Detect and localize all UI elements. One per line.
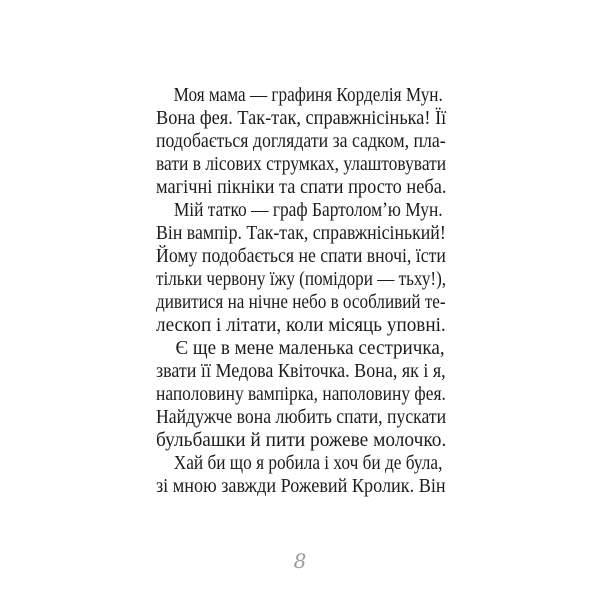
text-line: бульбашки й пити рожеве молочко. — [156, 429, 447, 451]
text-line: звати її Медова Квіточка. Вона, як і я, — [156, 360, 446, 382]
text-line: вати в лісових струмках, улаштовувати — [156, 153, 447, 175]
text-line: лескоп і літати, коли місяць уповні. — [156, 314, 446, 336]
text-line: Хай би що я робила і хоч би де була, — [173, 452, 443, 474]
paragraph-1 — [156, 84, 446, 199]
text-line: Мій татко — граф Бартоломʼю Мун. — [173, 199, 443, 221]
text-line: наполовину вампірка, наполовину фея. — [156, 383, 446, 405]
text-line: подобається доглядати за садком, пла- — [156, 130, 446, 152]
text-line: Він вампір. Так-так, справжнісінький! — [156, 222, 446, 244]
text-line: Є ще в мене маленька сестричка, — [175, 337, 445, 359]
text-line: Моя мама — графиня Корделія Мун. — [173, 84, 443, 106]
page-number: 8 — [293, 549, 307, 573]
text-line: Йому подобається не спати вночі, їсти — [156, 245, 446, 267]
text-line: тільки червону їжу (помідори — тьху!), — [156, 268, 447, 290]
text-line: Вона фея. Так-так, справжнісінька! Її — [156, 107, 447, 129]
text-line: магічні пікніки та спати просто неба. — [156, 176, 447, 198]
body-text — [156, 84, 446, 498]
text-line: зі мною завжди Рожевий Кролик. Він — [156, 475, 446, 497]
paragraph-4 — [156, 452, 446, 498]
text-line: дивитися на нічне небо в особливий те- — [156, 291, 446, 313]
text-line: Найдужче вона любить спати, пускати — [156, 406, 447, 428]
paragraph-3 — [156, 337, 446, 452]
paragraph-2 — [156, 199, 446, 337]
